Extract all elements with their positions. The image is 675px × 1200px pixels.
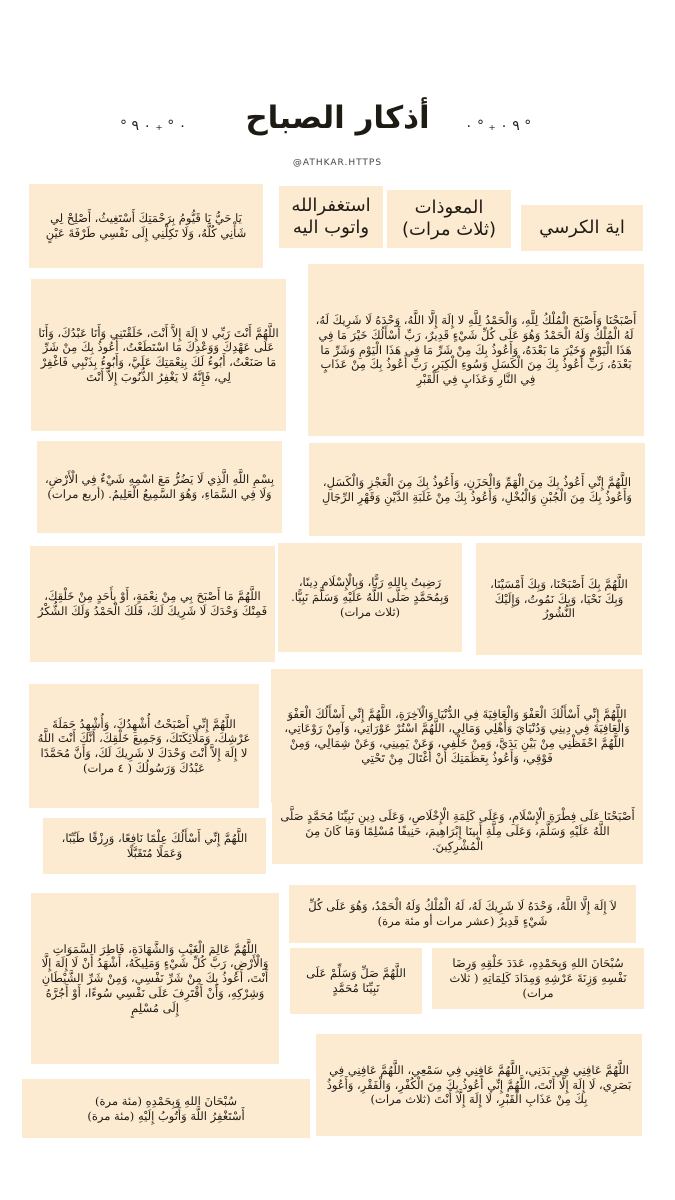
dhikr-card: استغفرالله واتوب اليه	[279, 186, 383, 248]
dhikr-card: اية الكرسي	[521, 205, 643, 251]
dhikr-card: رَضِيتُ بِاللهِ رَبًّا، وَبِالْإِسْلَامِ دِينًا، وَبِمُحَمَّدٍ صَلَّى اللَّهُ عَلَيْهِ وَسَلَّمَ نَبِيًّا. (ثلاث مرات)	[278, 543, 462, 652]
dhikr-card: سُبْحَانَ اللهِ وَبِحَمْدِهِ (مئة مرة) أَسْتَغْفِرُ اللَّهَ وَأَتُوبُ إِلَيْهِ (مئة مرة)	[22, 1079, 310, 1138]
dhikr-card: يَا حَيُّ يَا قَيُّومُ بِرَحْمَتِكَ أَسْتَغِيثُ، أَصْلِحْ لِي شَأْنِي كُلَّهُ، وَلَا تَكِلْنِي إِلَى نَفْسِي طَرْفَةَ عَيْنٍ	[29, 184, 263, 268]
dhikr-card: بِسْمِ اللَّهِ الَّذِي لَا يَضُرُّ مَعَ اسْمِهِ شَيْءٌ فِي الْأَرْضِ، وَلَا فِي السَّمَاءِ، وَهُوَ السَّمِيعُ الْعَلِيمُ. (أربع مرات)	[37, 441, 282, 533]
dhikr-card: اللَّهُمَّ إِنِّي أَعُوذُ بِكَ مِنَ الْهَمِّ وَالْحَزَنِ، وَأَعُوذُ بِكَ مِنَ الْعَجْزِ وَالْكَسَلِ، وَأَعُوذُ بِكَ مِنَ الْجُبْنِ وَالْبُخْلِ، وَأَعُوذُ بِكَ مِنْ غَلَبَةِ الدَّيْنِ وَقَهْرِ الرِّجَالِ	[309, 443, 645, 536]
decoration-right: ٩ ٠ ₊ ° ٠ °	[465, 118, 532, 134]
dhikr-card: أَصْبَحْنَا وَأَصْبَحَ الْمُلْكُ لِلَّهِ، وَالْحَمْدُ لِلَّهِ لا إِلَهَ إِلَّا اللَّهُ، وَحْدَهُ لَا شَرِيكَ لَهُ، لَهُ الْمُلْكُ وَلَهُ الْحَمْدُ وَهُوَ عَلَى كُلِّ شَيْءٍ قَدِيرٌ، رَبِّ أَسْأَلُكَ خَيْرَ مَا فِي هَذَا الْيَوْمِ وَخَيْرَ مَا بَعْدَهُ، وَأَعُوذُ بِكَ مِنْ شَرِّ مَا فِي هَذَا الْيَوْمِ وَشَرِّ مَا بَعْدَهُ، رَبِّ أَعُوذُ بِكَ مِنَ الْكَسَلِ وَسُوءِ الْكِبَرِ، رَبِّ أَعُوذُ بِكَ مِنْ عَذَابٍ فِي النَّارِ وَعَذَابٍ فِي الْقَبْرِ	[308, 264, 644, 436]
dhikr-card: لاَ إِلَهَ إِلَّا اللَّهُ، وَحْدَهُ لَا شَرِيكَ لَهُ، لَهُ الْمُلْكُ وَلَهُ الْحَمْدُ، وَهُوَ عَلَى كُلِّ شَيْءٍ قَدِيرٌ (عشر مرات أو مئة مرة)	[289, 885, 636, 943]
dhikr-card: اللَّهُمَّ مَا أَصْبَحَ بِي مِنْ نِعْمَةٍ، أَوْ بِأَحَدٍ مِنْ خَلْقِكَ، فَمِنْكَ وَحْدَكَ لَا شَرِيكَ لَكَ، فَلَكَ الْحَمْدُ وَلَكَ الشُّكْرُ	[30, 546, 275, 662]
dhikr-card: اللَّهُمَّ إِنِّي أَصْبَحْتُ أُشْهِدُكَ، وَأُشْهِدُ حَمَلَةَ عَرْشِكَ، وَمَلَائِكَتَكَ، وَجَمِيعَ خَلْقِكَ، أَنَّكَ أَنْتَ اللَّهُ لا إِلَهَ إِلاَّ أَنْتَ وَحْدَكَ لا شَرِيكَ لَكَ، وَأَنَّ مُحَمَّدًا عَبْدُكَ وَرَسُولُكَ ( ٤ مرات)	[29, 684, 259, 808]
dhikr-card: اللَّهُمَّ صَلِّ وَسَلِّمْ عَلَى نَبِيِّنَا مُحَمَّدٍ	[290, 948, 422, 1014]
dhikr-card: اللَّهُمَّ عَالِمَ الْغَيْبِ وَالشَّهَادَةِ، فَاطِرَ السَّمَوَاتِ وَالْأَرْضِ، رَبَّ كُلِّ شَيْءٍ وَمَلِيكَهُ، أَشْهَدُ أَنْ لَا إِلَهَ إِلَّا أَنْتَ، أَعُوذُ بِكَ مِنْ شَرِّ نَفْسِي، وَمِنْ شَرِّ الشَّيْطَانِ وَشِرْكِهِ، وَأَنْ أَقْتَرِفَ عَلَى نَفْسِي سُوءًا، أَوْ أَجُرَّهُ إِلَى مُسْلِمٍ	[31, 893, 279, 1064]
dhikr-card: اللَّهُمَّ بِكَ أَصْبَحْنَا، وَبِكَ أَمْسَيْنَا، وَبِكَ نَحْيَا، وَبِكَ نَمُوتُ، وَإِلَيْكَ النُّشُورُ	[476, 543, 642, 655]
decoration-left: ° ٠ ° ₊ ٠ ٩	[120, 118, 187, 134]
dhikr-card: أَصْبَحْنَا عَلَى فِطْرَةِ الْإِسْلَامِ، وَعَلَى كَلِمَةِ الْإِخْلَاصِ، وَعَلَى دِينِ نَبِيِّنَا مُحَمَّدٍ صَلَّى اللَّهُ عَلَيْهِ وَسَلَّمَ، وَعَلَى مِلَّةِ أَبِينَا إِبْرَاهِيمَ، حَنِيفًا مُسْلِمًا وَمَا كَانَ مِنَ الْمُشْرِكِينَ.	[272, 799, 643, 864]
dhikr-card: اللَّهُمَّ عَافِنِي فِي بَدَنِي، اللَّهُمَّ عَافِنِي فِي سَمْعِي، اللَّهُمَّ عَافِنِي فِي بَصَرِي، لَا إِلَهَ إِلَّا أَنْتَ، اللَّهُمَّ إِنِّي أَعُوذُ بِكَ مِنَ الْكُفْرِ، وَالْفَقْرِ، وَأَعُوذُ بِكَ مِنْ عَذَابِ الْقَبْرِ، لَا إِلَهَ إِلَّا أَنْتَ (ثلاث مرات)	[316, 1034, 642, 1136]
dhikr-card: سُبْحَانَ اللهِ وَبِحَمْدِهِ، عَدَدَ خَلْقِهِ وَرِضَا نَفْسِهِ وَزِنَةَ عَرْشِهِ وَمِدَادَ كَلِمَاتِهِ ( ثلاث مرات)	[432, 948, 644, 1009]
dhikr-card: المعوذات (ثلاث مرات)	[387, 190, 511, 248]
page-title: أذكار الصباح	[245, 100, 430, 136]
dhikr-card: اللَّهُمَّ أَنْتَ رَبِّي لا إِلَهَ إِلاَّ أَنْتَ، خَلَقْتَنِي وَأَنَا عَبْدُكَ، وَأَنَا عَلَى عَهْدِكَ وَوَعْدِكَ مَا اسْتَطَعْتُ، أَعُوذُ بِكَ مِنْ شَرِّ مَا صَنَعْتُ، أَبُوءُ لَكَ بِنِعْمَتِكَ عَلَيَّ، وَأَبُوءُ بِذَنْبِي فَاغْفِرْ لِي، فَإِنَّهُ لا يَغْفِرُ الذُّنُوبَ إِلاَّ أَنْتَ	[31, 279, 286, 431]
dhikr-card: اللَّهُمَّ إِنِّي أَسْأَلُكَ عِلْمًا نَافِعًا، وَرِزْقًا طَيِّبًا، وَعَمَلًا مُتَقَبَّلًا	[43, 818, 266, 874]
account-handle: @ATHKAR.HTTPS	[292, 158, 383, 168]
dhikr-card: اللَّهُمَّ إِنِّي أَسْأَلُكَ الْعَفْوَ وَالْعَافِيَةَ فِي الدُّنْيَا وَالْآخِرَةِ، اللَّهُمَّ إِنِّي أَسْأَلُكَ الْعَفْوَ وَالْعَافِيَةَ فِي دِينِي وَدُنْيَايَ وَأَهْلِي وَمَالِي، اللَّهُمَّ اسْتُرْ عَوْرَاتِي، وَآمِنْ رَوْعَاتِي، اللَّهُمَّ احْفَظْنِي مِنْ بَيْنِ يَدَيَّ، وَمِنْ خَلْفِي، وَعَنْ يَمِينِي، وَعَنْ شِمَالِي، وَمِنْ فَوْقِي، وَأَعُوذُ بِعَظَمَتِكَ أَنْ أُغْتَالَ مِنْ تَحْتِي	[271, 669, 643, 803]
